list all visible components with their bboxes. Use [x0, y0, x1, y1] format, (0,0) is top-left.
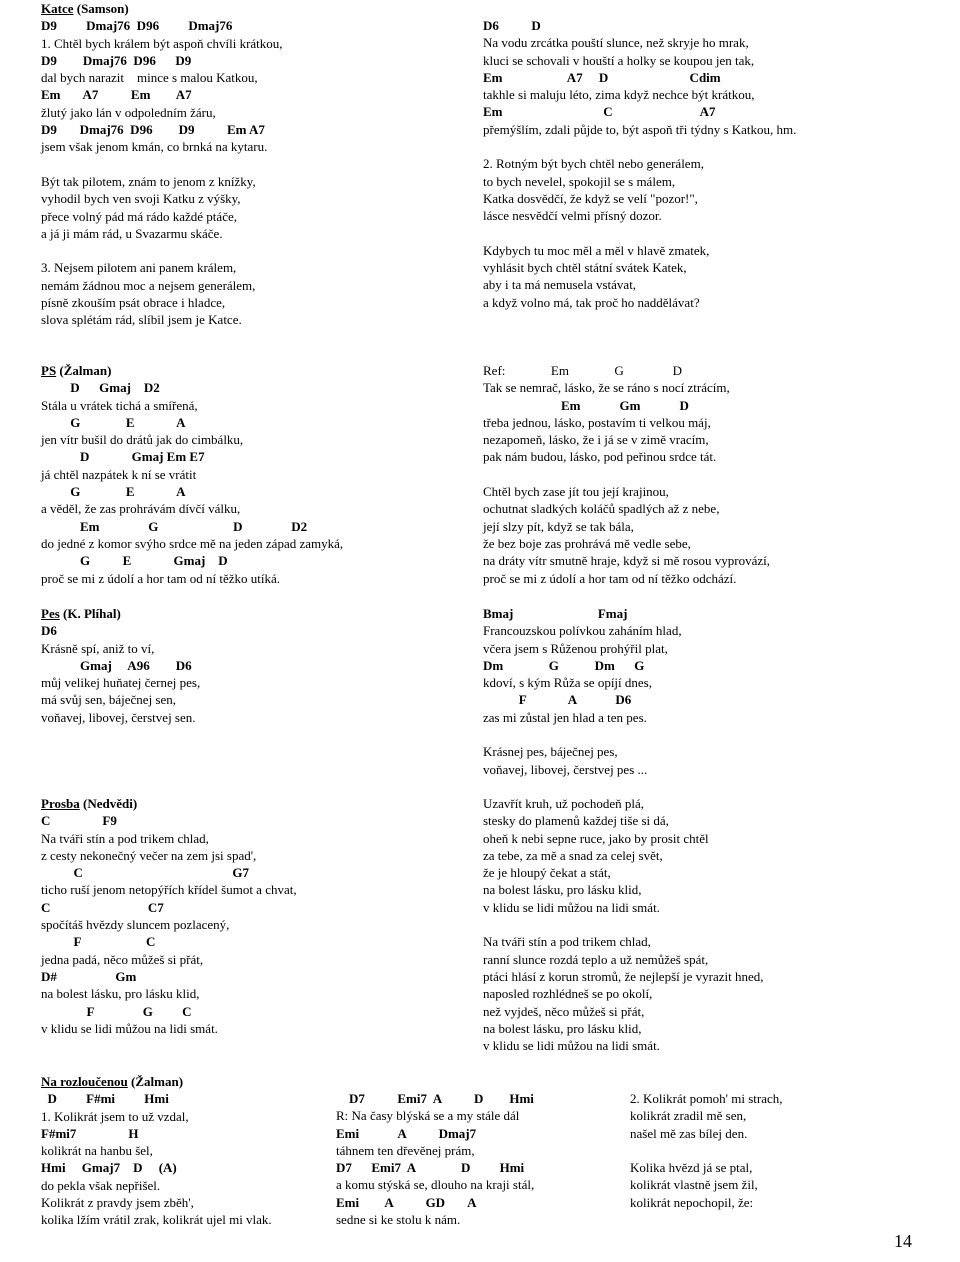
- chord-line: Bmaj Fmaj: [483, 606, 628, 621]
- chord-line: Em Gm D: [483, 397, 689, 413]
- song-prosba-left: [41, 795, 461, 1037]
- song-prosba-right: [483, 795, 923, 1054]
- lyric-line: že je hloupý čekat a stát,: [483, 865, 611, 881]
- lyric-line: slova splétám rád, slíbil jsem je Katce.: [41, 312, 242, 328]
- lyric-line: Být tak pilotem, znám to jenom z knížky,: [41, 173, 256, 189]
- song-title-name: Prosba: [41, 796, 80, 811]
- blank-line: [483, 138, 923, 155]
- lyric-line: žlutý jako lán v odpoledním žáru,: [41, 104, 216, 120]
- song-title-author: (Nedvědi): [79, 796, 138, 811]
- lyric-line: stesky do plamenů každej tiše si dá,: [483, 813, 669, 829]
- lyric-line: R: Na časy blýská se a my stále dál: [336, 1108, 520, 1124]
- blank-line: [41, 156, 461, 173]
- lyric-line: našel mě zas bílej den.: [630, 1125, 748, 1141]
- song-ps-left: [41, 362, 461, 587]
- lyric-line: proč se mi z údolí a hor tam od ní těžko utíká.: [41, 570, 280, 586]
- lyric-line: aby i ta má nemusela vstávat,: [483, 277, 637, 293]
- lyric-line: Krásnej pes, báječnej pes,: [483, 744, 618, 760]
- lyrics-block: [41, 379, 461, 587]
- lyric-line: do jedné z komor svýho srdce mě na jeden západ zamyká,: [41, 535, 344, 551]
- chord-line: F C: [41, 934, 156, 950]
- chord-line: Gmaj A96 D6: [41, 657, 192, 673]
- song-pes-left: [41, 605, 461, 726]
- song-katce-right: [483, 17, 923, 311]
- song-title: [41, 795, 461, 812]
- lyric-line: Katka dosvědčí, že když se velí "pozor!",: [483, 190, 698, 206]
- blank-line: [483, 916, 923, 933]
- lyric-line: Chtěl bych zase jít tou její krajinou,: [483, 484, 669, 500]
- chord-line: D9 Dmaj76 D96 D9 Em A7: [41, 122, 265, 138]
- chord-line: C F9: [41, 813, 117, 829]
- lyric-line: v klidu se lidi můžou na lidi smát.: [483, 899, 660, 915]
- song-title-name: PS: [41, 363, 57, 378]
- song-title: [41, 1073, 341, 1090]
- lyric-line: kdoví, s kým Růža se opíjí dnes,: [483, 675, 652, 691]
- chord-line: F#mi7 H: [41, 1125, 139, 1141]
- lyric-line: Krásně spí, aniž to ví,: [41, 640, 155, 656]
- lyric-line: kolikrát nepochopil, že:: [630, 1194, 754, 1210]
- lyric-line: v klidu se lidi můžou na lidi smát.: [41, 1020, 218, 1036]
- song-title-author: (Žalman): [127, 1074, 184, 1089]
- chord-line: D6 D: [483, 18, 541, 33]
- lyric-line: 3. Nejsem pilotem ani panem králem,: [41, 260, 237, 276]
- lyric-line: zas mi zůstal jen hlad a ten pes.: [483, 709, 647, 725]
- chord-line: C G7: [41, 865, 249, 881]
- lyric-line: ptáci hlásí z korun stromů, že nejlepší je vyrazit hned,: [483, 968, 764, 984]
- lyrics-block: [483, 17, 923, 311]
- blank-line: [483, 225, 923, 242]
- lyrics-block: [41, 812, 461, 1037]
- chord-line: Em C A7: [483, 104, 716, 120]
- lyric-line: písně zkouším psát obrace i hladce,: [41, 295, 226, 311]
- song-title-name: Pes: [41, 606, 60, 621]
- lyric-line: za tebe, za mě a snad za celej svět,: [483, 847, 663, 863]
- lyric-line: Francouzskou polívkou zaháním hlad,: [483, 623, 682, 639]
- song-title-author: (K. Plíhal): [59, 606, 121, 621]
- chord-line: C C7: [41, 899, 164, 915]
- lyric-line: že bez boje zas prohrává mě vedle sebe,: [483, 535, 691, 551]
- lyric-line: sedne si ke stolu k nám.: [336, 1212, 461, 1228]
- song-title-name: Na rozloučenou: [41, 1074, 128, 1089]
- lyric-line: a já ji mám rád, u Svazarmu skáče.: [41, 225, 223, 241]
- lyric-line: má svůj sen, báječnej sen,: [41, 692, 177, 708]
- chord-line: D7 Emi7 A D Hmi: [336, 1160, 525, 1176]
- lyric-line: než vyjdeš, něco můžeš si přát,: [483, 1003, 645, 1019]
- lyric-line: Ref: Em G D: [483, 363, 682, 378]
- lyric-line: do pekla však nepřišel.: [41, 1177, 161, 1193]
- lyric-line: vyhodil bych ven svoji Katku z výšky,: [41, 191, 241, 207]
- lyric-line: a komu stýská se, dlouho na kraji stál,: [336, 1177, 535, 1193]
- blank-line: [483, 466, 923, 483]
- chord-line: D9 Dmaj76 D96 Dmaj76: [41, 18, 233, 34]
- lyric-line: pak nám budou, lásko, pod peřinou srdce tát.: [483, 449, 717, 465]
- lyric-line: 2. Rotným být bych chtěl nebo generálem,: [483, 156, 704, 172]
- page-number: 14: [894, 1231, 912, 1251]
- lyrics-block: [41, 1090, 341, 1228]
- lyric-line: její slzy pít, když se tak bála,: [483, 518, 634, 534]
- chord-line: D6: [41, 623, 57, 639]
- song-rozlouceni-col1: [41, 1073, 341, 1229]
- lyric-line: a když volno má, tak proč ho naddělávat?: [483, 294, 700, 310]
- lyrics-block: [41, 622, 461, 726]
- lyric-line: voňavej, libovej, čerstvej sen.: [41, 709, 196, 725]
- lyric-line: na bolest lásku, pro lásku klid,: [483, 1020, 642, 1036]
- lyric-line: 1. Chtěl bych králem být aspoň chvíli krátkou,: [41, 35, 283, 51]
- chord-line: G E A: [41, 414, 186, 430]
- chord-line: D9 Dmaj76 D96 D9: [41, 52, 192, 68]
- lyric-line: přece volný pád má rádo každé ptáče,: [41, 208, 237, 224]
- song-title: [41, 362, 461, 379]
- lyric-line: kolikrát zradil mě sen,: [630, 1108, 747, 1124]
- song-title-author: (Žalman): [56, 363, 112, 378]
- lyrics-block: [483, 605, 923, 778]
- chord-line: G E Gmaj D: [41, 553, 228, 569]
- chord-line: Em G D D2: [41, 518, 308, 534]
- lyric-line: můj velikej huňatej černej pes,: [41, 675, 201, 691]
- song-title-name: Katce: [41, 1, 74, 16]
- song-katce-left: [41, 0, 461, 329]
- chord-line: D7 Emi7 A D Hmi: [336, 1091, 534, 1106]
- chord-line: Emi A Dmaj7: [336, 1125, 477, 1141]
- blank-line: [630, 1142, 930, 1159]
- lyric-line: proč se mi z údolí a hor tam od ní těžko odchází.: [483, 570, 737, 586]
- chord-line: Dm G Dm G: [483, 657, 645, 673]
- lyrics-block: [483, 362, 923, 587]
- song-pes-right: [483, 605, 923, 778]
- chord-line: Emi A GD A: [336, 1194, 477, 1210]
- lyric-line: kolika lžím vrátil zrak, kolikrát ujel mi vlak.: [41, 1212, 272, 1228]
- lyric-line: Tak se nemrač, lásko, že se ráno s nocí ztrácím,: [483, 380, 730, 396]
- lyric-line: třeba jednou, lásko, postavím ti velkou máj,: [483, 414, 711, 430]
- song-ps-right: [483, 362, 923, 587]
- lyric-line: Stála u vrátek tichá a smířená,: [41, 397, 198, 413]
- lyric-line: 2. Kolikrát pomoh' mi strach,: [630, 1091, 783, 1106]
- chord-line: D Gmaj D2: [41, 380, 160, 396]
- lyric-line: Na tváři stín a pod trikem chlad,: [483, 934, 651, 950]
- lyrics-block: [483, 795, 923, 1054]
- lyric-line: jedna padá, něco můžeš si přát,: [41, 951, 204, 967]
- lyric-line: v klidu se lidi můžou na lidi smát.: [483, 1038, 660, 1054]
- chord-line: F A D6: [483, 692, 632, 708]
- chord-line: Em A7 D Cdim: [483, 69, 721, 85]
- song-title: [41, 0, 461, 17]
- lyric-line: ticho ruší jenom netopýřích křídel šumot a chvat,: [41, 882, 297, 898]
- chord-line: G E A: [41, 484, 186, 500]
- chord-line: D# Gm: [41, 968, 137, 984]
- chord-line: Em A7 Em A7: [41, 87, 192, 103]
- blank-line: [41, 242, 461, 259]
- lyric-line: Kdybych tu moc měl a měl v hlavě zmatek,: [483, 242, 710, 258]
- lyrics-block: [630, 1090, 930, 1211]
- lyric-line: spočítáš hvězdy sluncem pozlacený,: [41, 917, 230, 933]
- lyric-line: včera jsem s Růženou prohýřil plat,: [483, 640, 668, 656]
- song-rozlouceni-col3: [630, 1090, 930, 1211]
- song-title: [41, 605, 461, 622]
- lyric-line: kolikrát vlastně jsem žil,: [630, 1177, 758, 1193]
- chord-line: D F#mi Hmi: [41, 1091, 169, 1107]
- lyric-line: nezapomeň, lásko, že i já se v zimě vracím,: [483, 432, 709, 448]
- blank-line: [483, 726, 923, 743]
- lyric-line: Kolika hvězd já se ptal,: [630, 1160, 753, 1176]
- lyric-line: z cesty nekonečný večer na zem jsi spad',: [41, 847, 257, 863]
- lyric-line: vyhlásit bych chtěl státní svátek Katek,: [483, 260, 687, 276]
- lyric-line: jsem však jenom kmán, co brnká na kytaru.: [41, 139, 268, 155]
- lyric-line: táhnem ten dřevěnej prám,: [336, 1142, 475, 1158]
- lyric-line: Na vodu zrcátka pouští slunce, než skryje ho mrak,: [483, 35, 749, 51]
- lyric-line: na dráty vítr smutně hraje, když si mě rosou vyprovází,: [483, 553, 771, 569]
- lyric-line: to bych nevelel, spokojil se s málem,: [483, 173, 676, 189]
- lyrics-block: [41, 17, 461, 328]
- lyric-line: kluci se schovali v houští a holky se koupou jen tak,: [483, 52, 755, 68]
- lyric-line: jen vítr bušil do drátů jak do cimbálku,: [41, 432, 244, 448]
- lyric-line: voňavej, libovej, čerstvej pes ...: [483, 761, 648, 777]
- lyric-line: naposled rozhlédneš se po okolí,: [483, 986, 653, 1002]
- chord-line: F G C: [41, 1003, 192, 1019]
- chord-line: D Gmaj Em E7: [41, 449, 205, 465]
- lyric-line: takhle si maluju léto, zima když nechce být krátkou,: [483, 87, 755, 103]
- lyric-line: nemám žádnou moc a nejsem generálem,: [41, 277, 256, 293]
- lyric-line: lásce nesvědčí velmi přísný dozor.: [483, 208, 662, 224]
- lyrics-block: [336, 1090, 626, 1228]
- lyric-line: na bolest lásku, pro lásku klid,: [483, 882, 642, 898]
- lyric-line: ranní slunce rozdá teplo a už nemůžeš spát,: [483, 951, 709, 967]
- lyric-line: kolikrát na hanbu šel,: [41, 1143, 153, 1159]
- lyric-line: ochutnat sladkých koláčů spadlých až z nebe,: [483, 501, 720, 517]
- lyric-line: Na tváři stín a pod trikem chlad,: [41, 830, 209, 846]
- lyric-line: přemýšlím, zdali půjde to, být aspoň tři týdny s Katkou, hm.: [483, 121, 797, 137]
- lyric-line: a věděl, že zas prohrávám dívčí válku,: [41, 501, 241, 517]
- lyric-line: Kolikrát z pravdy jsem zběh',: [41, 1195, 194, 1211]
- lyric-line: já chtěl nazpátek k ní se vrátit: [41, 466, 197, 482]
- lyric-line: Uzavřít kruh, už pochodeň plá,: [483, 796, 645, 811]
- chord-line: Hmi Gmaj7 D (A): [41, 1160, 177, 1176]
- lyric-line: 1. Kolikrát jsem to už vzdal,: [41, 1108, 189, 1124]
- song-rozlouceni-col2: [336, 1090, 626, 1228]
- lyric-line: dal bych narazit mince s malou Katkou,: [41, 70, 258, 86]
- song-title-author: (Samson): [73, 1, 129, 16]
- lyric-line: na bolest lásku, pro lásku klid,: [41, 986, 200, 1002]
- lyric-line: oheň k nebi sepne ruce, jako by prosit chtěl: [483, 830, 709, 846]
